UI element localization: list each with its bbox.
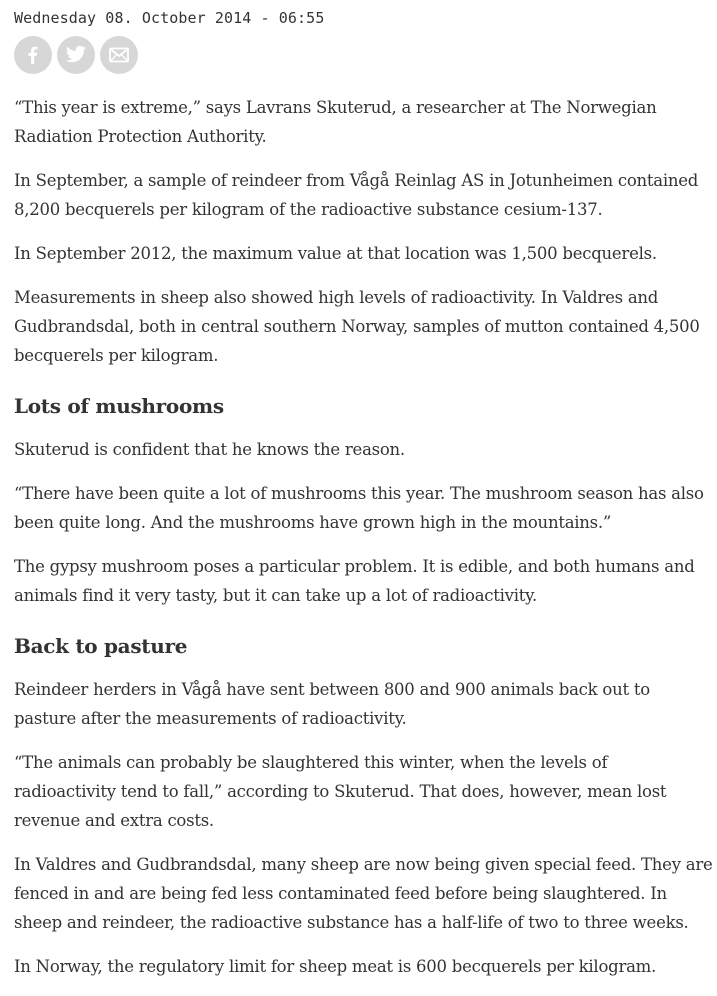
paragraph: The gypsy mushroom poses a particular problem. It is edible, and both humans and animals find it very tasty, but it can take up a lot of radioactivity. — [14, 557, 695, 605]
share-bar — [14, 36, 714, 74]
paragraph: Measurements in sheep also showed high levels of radioactivity. In Valdres and Gudbrandsdal, both in central southern Norway, samples of mutton contained 4,500 becquerels per kilogram. — [14, 288, 700, 365]
share-facebook-button[interactable] — [14, 36, 52, 74]
share-email-button[interactable] — [100, 36, 138, 74]
paragraph: In September 2012, the maximum value at that location was 1,500 becquerels. — [14, 244, 657, 263]
article-dateline: Wednesday 08. October 2014 - 06:55 — [14, 9, 325, 27]
paragraph: “There have been quite a lot of mushrooms this year. The mushroom season has also been quite long. And the mushrooms have grown high in the mountains.” — [14, 484, 704, 532]
paragraph: Reindeer herders in Vågå have sent between 800 and 900 animals back out to pasture after the measurements of radioactivity. — [14, 680, 650, 728]
share-twitter-button[interactable] — [57, 36, 95, 74]
paragraph: In Valdres and Gudbrandsdal, many sheep are now being given special feed. They are fenced in and are being fed less contaminated feed before being slaughtered. In sheep and reindeer, the radioactive substance has a half-life of two to three weeks. — [14, 855, 713, 932]
paragraph: “This year is extreme,” says Lavrans Skuterud, a researcher at The Norwegian Radiation Protection Authority. — [14, 98, 657, 146]
article-container — [14, 0, 714, 996]
facebook-icon — [23, 45, 43, 65]
paragraph: Skuterud is confident that he knows the reason. — [14, 440, 405, 459]
twitter-icon — [65, 45, 87, 65]
paragraph: In September, a sample of reindeer from Vågå Reinlag AS in Jotunheimen contained 8,200 becquerels per kilogram of the radioactive substance cesium-137. — [14, 171, 699, 219]
section-heading-pasture: Back to pasture — [14, 634, 188, 658]
article-body — [14, 93, 714, 981]
email-icon — [109, 47, 129, 63]
section-heading-mushrooms: Lots of mushrooms — [14, 394, 224, 418]
paragraph: “The animals can probably be slaughtered this winter, when the levels of radioactivity tend to fall,” according to Skuterud. That does, however, mean lost revenue and extra costs. — [14, 753, 667, 830]
paragraph: In Norway, the regulatory limit for sheep meat is 600 becquerels per kilogram. — [14, 957, 657, 976]
